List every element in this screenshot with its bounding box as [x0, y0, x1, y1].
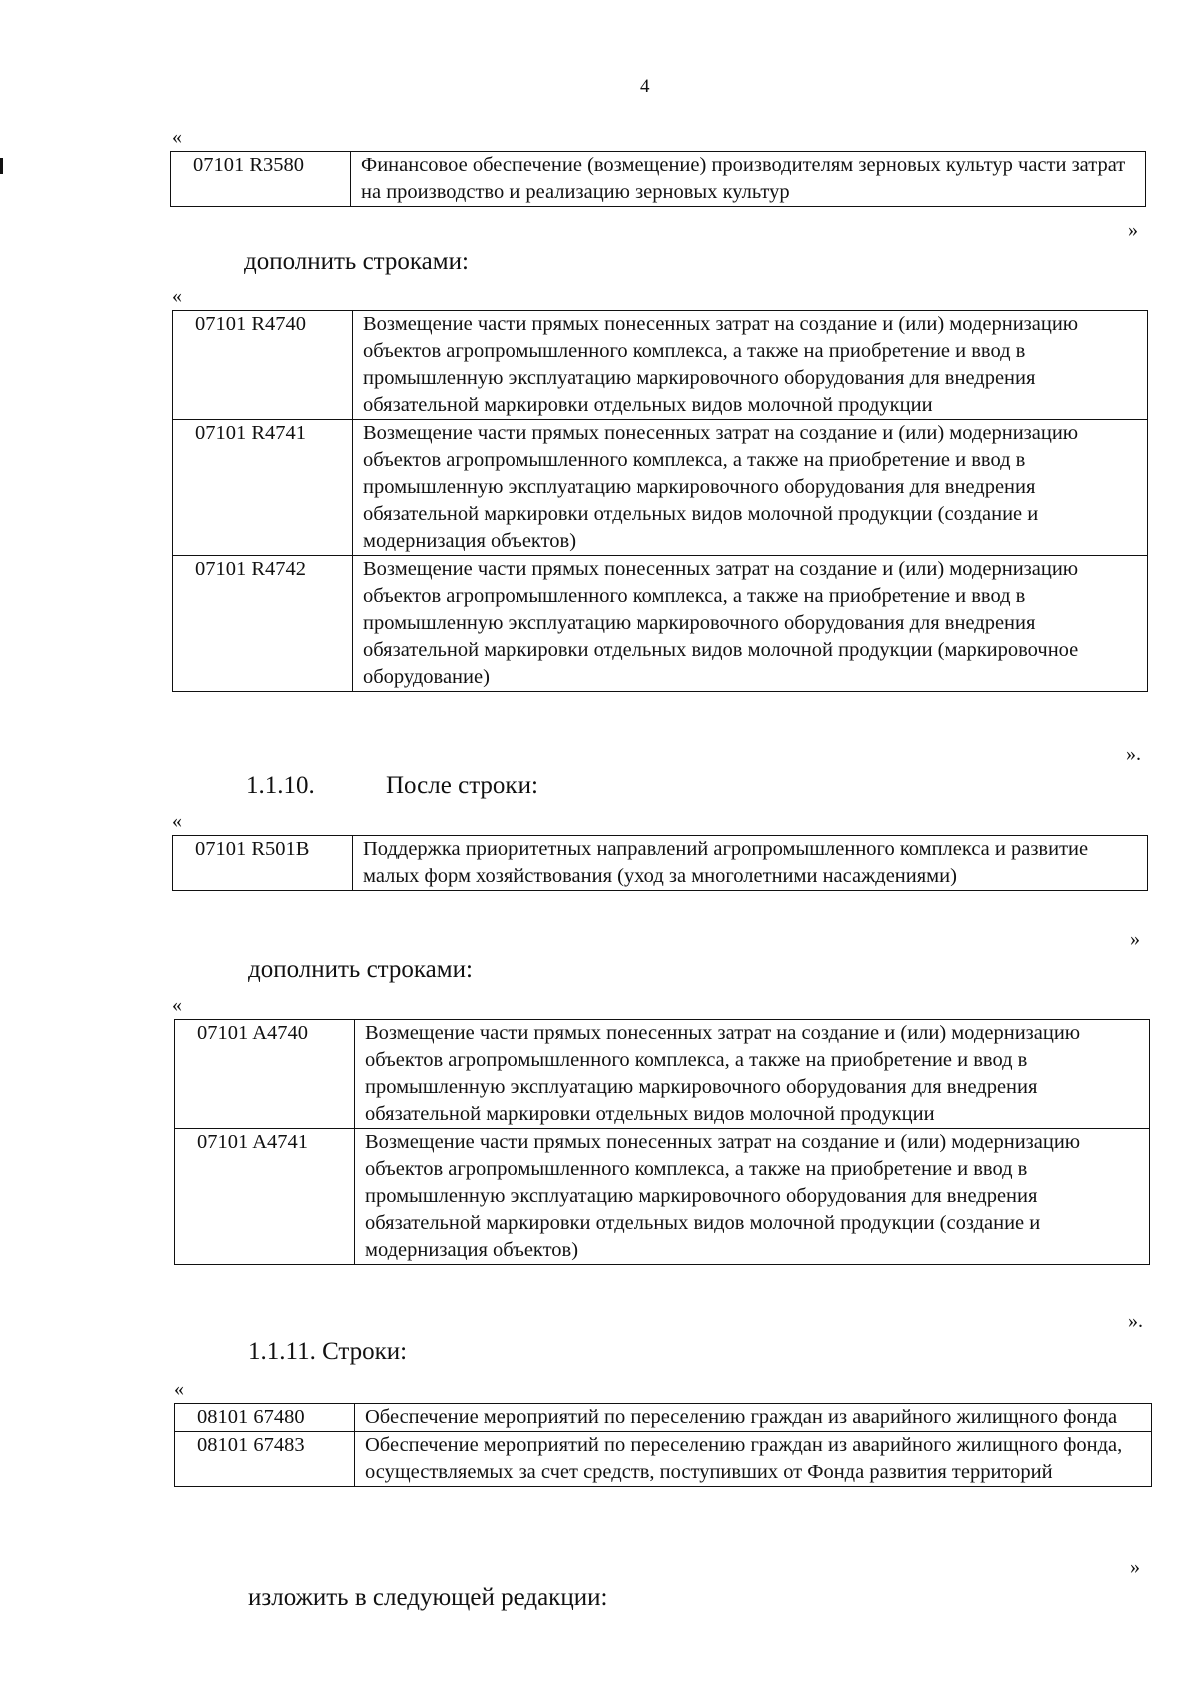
table-row: [173, 836, 1148, 891]
code-cell: 08101 67483: [175, 1432, 355, 1487]
quote-open: «: [172, 285, 182, 307]
margin-mark: [0, 158, 3, 174]
description-cell: Возмещение части прямых понесенных затрат на создание и (или) модернизацию объектов агропромышленного комплекса, а также на приобретение и ввод в промышленную эксплуатацию маркировочного оборудования для внедрения обязательной маркировки отдельных видов молочной продукции: [355, 1020, 1150, 1129]
code-cell: 07101 R501B: [173, 836, 353, 891]
table-row: [173, 311, 1148, 420]
quote-close: ».: [1128, 1310, 1143, 1332]
description-cell: Возмещение части прямых понесенных затрат на создание и (или) модернизацию объектов агропромышленного комплекса, а также на приобретение и ввод в промышленную эксплуатацию маркировочного оборудования для внедрения обязательной маркировки отдельных видов молочной продукции (создание и модернизация объектов): [355, 1129, 1150, 1265]
code-cell: 07101 A4740: [175, 1020, 355, 1129]
code-table-1: [170, 151, 1146, 207]
paragraph-text: дополнить строками:: [248, 956, 473, 983]
description-cell: Возмещение части прямых понесенных затрат на создание и (или) модернизацию объектов агропромышленного комплекса, а также на приобретение и ввод в промышленную эксплуатацию маркировочного оборудования для внедрения обязательной маркировки отдельных видов молочной продукции (маркировочное оборудование): [353, 556, 1148, 692]
description-cell: Обеспечение мероприятий по переселению граждан из аварийного жилищного фонда, осуществляемых за счет средств, поступивших от Фонда развития территорий: [355, 1432, 1152, 1487]
table-row: [171, 152, 1146, 207]
quote-open: «: [172, 810, 182, 832]
quote-open: «: [174, 1378, 184, 1400]
section-text: После строки:: [386, 772, 538, 799]
quote-open: «: [172, 994, 182, 1016]
code-table-2: [172, 310, 1148, 692]
page-number: 4: [640, 76, 650, 97]
code-cell: 07101 R3580: [171, 152, 351, 207]
code-cell: 07101 A4741: [175, 1129, 355, 1265]
table-row: [175, 1129, 1150, 1265]
code-cell: 07101 R4740: [173, 311, 353, 420]
quote-close: ».: [1126, 743, 1141, 765]
table-row: [175, 1020, 1150, 1129]
description-cell: Обеспечение мероприятий по переселению граждан из аварийного жилищного фонда: [355, 1404, 1152, 1432]
quote-close: »: [1130, 1556, 1140, 1578]
code-cell: 07101 R4741: [173, 420, 353, 556]
description-cell: Поддержка приоритетных направлений агропромышленного комплекса и развитие малых форм хозяйствования (уход за многолетними насаждениями): [353, 836, 1148, 891]
section-number: 1.1.10.: [246, 772, 315, 799]
quote-close: »: [1130, 928, 1140, 950]
section-heading: 1.1.11. Строки:: [248, 1338, 408, 1365]
table-row: [175, 1432, 1152, 1487]
code-table-3: [172, 835, 1148, 891]
paragraph-text: изложить в следующей редакции:: [248, 1584, 608, 1611]
code-cell: 08101 67480: [175, 1404, 355, 1432]
description-cell: Финансовое обеспечение (возмещение) производителям зерновых культур части затрат на производство и реализацию зерновых культур: [351, 152, 1146, 207]
table-row: [173, 556, 1148, 692]
code-table-5: [174, 1403, 1152, 1487]
table-row: [173, 420, 1148, 556]
paragraph-text: дополнить строками:: [244, 248, 469, 275]
code-table-4: [174, 1019, 1150, 1265]
description-cell: Возмещение части прямых понесенных затрат на создание и (или) модернизацию объектов агропромышленного комплекса, а также на приобретение и ввод в промышленную эксплуатацию маркировочного оборудования для внедрения обязательной маркировки отдельных видов молочной продукции (создание и модернизация объектов): [353, 420, 1148, 556]
description-cell: Возмещение части прямых понесенных затрат на создание и (или) модернизацию объектов агропромышленного комплекса, а также на приобретение и ввод в промышленную эксплуатацию маркировочного оборудования для внедрения обязательной маркировки отдельных видов молочной продукции: [353, 311, 1148, 420]
table-row: [175, 1404, 1152, 1432]
code-cell: 07101 R4742: [173, 556, 353, 692]
quote-open: «: [172, 126, 182, 148]
section-heading: [246, 772, 846, 800]
quote-close: »: [1128, 219, 1138, 241]
